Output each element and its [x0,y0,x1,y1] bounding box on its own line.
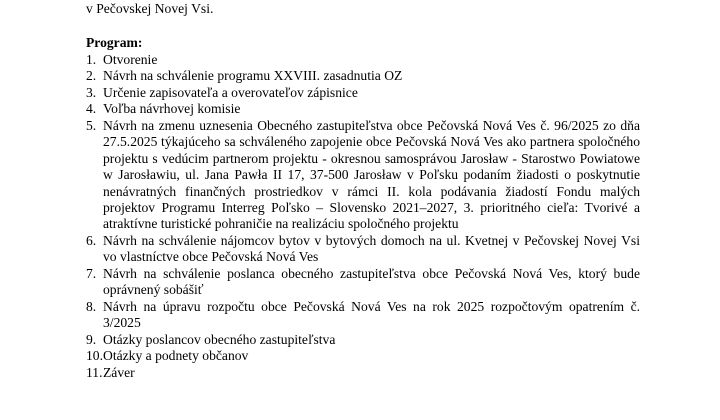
agenda-item [86,348,640,364]
agenda-item-number: 5. [86,117,97,133]
agenda-item-number: 1. [86,51,97,67]
agenda-item-number: 6. [86,232,97,248]
agenda-item [86,266,640,299]
agenda-item [86,299,640,332]
agenda-item-text: Otázky poslancov obecného zastupiteľstva [103,331,336,347]
agenda-item-text: Návrh na zmenu uznesenia Obecného zastupiteľstva obce Pečovská Nová Ves č. 96/2025 zo dňa 27.5.2025 týkajúceho sa schváleného zapojenie obce Pečovská Nová Ves ako partnera spoločného projektu s vedúcim partnerom projektu - okresnou samosprávou Jarosław - Starostwo Powiatowe w Jarosławiu, ul. Jana Pawła II 17, 37-500 Jarosław v Poľsku podaním žiadosti o poskytnutie nenávratných finančných prostriedkov v rámci II. kola podávania žiadostí Fondu malých projektov Programu Interreg Poľsko – Slovensko 2021–2027, 3. prioritného cieľa: Tvorivé a atraktívne turistické pohraničie na realizáciu spoločného projektu [103,117,640,232]
agenda-item [86,365,640,381]
agenda-item-text: Určenie zapisovateľa a overovateľov zápisnice [103,84,358,100]
agenda-item-number: 8. [86,298,97,314]
agenda-item-text: Záver [103,364,135,380]
intro-paragraph: v Pečovskej Novej Vsi. [86,1,214,16]
agenda-item-text: Otázky a podnety občanov [103,348,249,364]
agenda-item-text: Návrh na schválenie programu XXVIII. zasadnutia OZ [103,68,403,84]
agenda-item-text: Návrh na schválenie nájomcov bytov v bytových domoch na ul. Kvetnej v Pečovskej Novej Vsi vo vlastníctve obce Pečovská Nová Ves [103,232,640,265]
agenda-item-text: Voľba návrhovej komisie [103,101,241,117]
agenda-item-text: Návrh na schválenie poslanca obecného zastupiteľstva obce Pečovská Nová Ves, ktorý bude oprávnený sobášiť [103,265,640,298]
agenda-item [86,118,640,233]
agenda-item-text: Otvorenie [103,51,158,67]
agenda-item [86,101,640,117]
agenda-item-number: 9. [86,331,97,347]
agenda-item-number: 7. [86,265,97,281]
agenda-item-text: Návrh na úpravu rozpočtu obce Pečovská Nová Ves na rok 2025 rozpočtovým opatrením č. 3/2025 [103,298,640,331]
agenda-item-number: 10. [86,348,103,364]
agenda-item [86,52,640,68]
agenda-item-number: 3. [86,84,97,100]
program-heading: Program: [86,35,143,51]
agenda-item [86,332,640,348]
agenda-list [86,52,640,381]
agenda-item [86,233,640,266]
agenda-item [86,68,640,84]
agenda-item-number: 2. [86,68,97,84]
agenda-item-number: 4. [86,101,97,117]
document-content [86,1,640,381]
agenda-item [86,85,640,101]
agenda-item-number: 11. [86,364,103,380]
